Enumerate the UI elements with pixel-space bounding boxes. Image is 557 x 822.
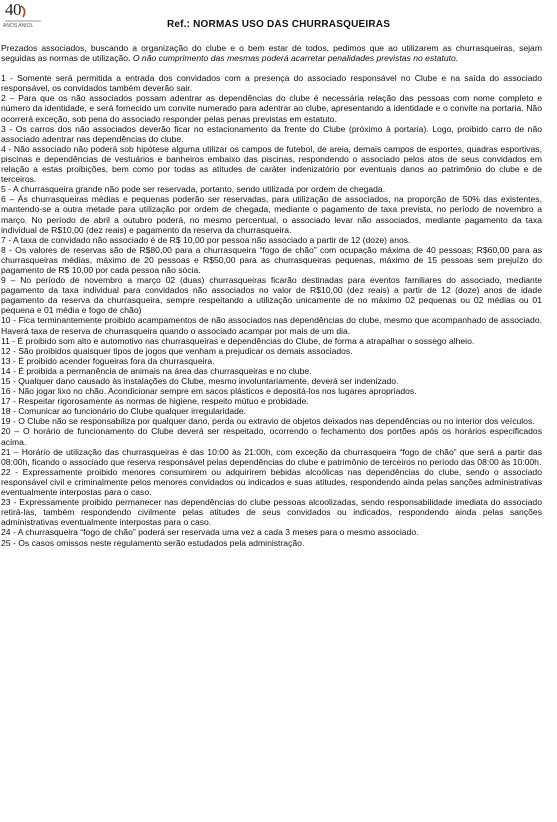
- rule-item: 12 - São proibidos quaisquer tipos de jogos que venham a prejudicar os demais associados.: [1, 345, 353, 356]
- rule-item: 18 - Comunicar ao funcionário do Clube qualquer irregularidade.: [1, 406, 247, 417]
- rule-item: 15 - Qualquer dano causado às instalações do Clube, mesmo involuntariamente, deverá ser indenizado.: [1, 376, 399, 386]
- rule-item: 11 - É proibido som alto e automotivo nas churrasqueiras e dependências do Clube, de forma a atrapalhar o sossego alheio.: [1, 335, 475, 346]
- rule-item: 10 - Fica terminantemente proibido acampamentos de não associados nas dependências do clube, mesmo que acompanhado de associado. Haverá taxa de reserva de churrasqueira quando o associado acampar por mais de um dia.: [1, 315, 542, 336]
- intro-text: Prezados associados, buscando a organização do clube e o bem estar de todos, pedimos que ao utilizarem as churrasqueiras, sejam seguidas as normas de utilização.: [1, 43, 542, 64]
- rule-item: 8 - Os valores de reservas são de R$80,00 para a churrasqueira “fogo de chão” com ocupação máxima de 40 pessoas; R$60,00 para as churrasqueiras médias, máximo de 20 pessoas e R$50,00 para as churrasqueiras pequenas, máximo de 15 pessoas sem prejuízo do pagamento de R$ 10,00 por cada pessoa não sócia.: [1, 244, 542, 275]
- rule-item: 20 – O horário de funcionamento do Clube deverá ser respeitado, ocorrendo o fechamento dos portões após os horários especificados acima.: [1, 426, 542, 447]
- logo-number: 40: [5, 0, 21, 19]
- rule-item: 24 - A churrasqueira “fogo de chão” poderá ser reservada uma vez a cada 3 meses para o mesmo associado.: [1, 527, 419, 538]
- rule-item: 2 – Para que os não associados possam adentrar as dependências do clube é necessária relação das pessoas com nome completo e número da identidade, e será fornecido um convite numerado para adentrar ao clube, apresentando a identidade e o convite na portaria. Não ocorrerá exceção, sob pena do associado responder pelas penas previstas em estatuto.: [1, 93, 542, 124]
- intro-paragraph: [1, 43, 542, 63]
- logo-subtitle: ANOS ANIOL: [3, 23, 34, 29]
- rule-item: 19 - O Clube não se responsabiliza por qualquer dano, perda ou extravio de objetos deixados nas dependências ou no interior dos veículos.: [1, 416, 535, 427]
- rule-item: 6 – Às churrasqueiras médias e pequenas poderão ser reservadas, para utilização de associados, na proporção de 50% das existentes, mantendo-se a outra metade para utilização por ordem de chegada, mediante o pagamento de taxa prevista, no período de novembro a março. No período de abril a outubro poderá, no mesmo percentual, o associado levar não associados, mediante pagamento da taxa individual de R$10,00 (dez reais) e pagamento da reserva da churrasqueira.: [1, 194, 542, 235]
- rule-item: 1 - Somente será permitida a entrada dos convidados com a presença do associado responsável no Clube e na saída do associado responsável, os convidados também deverão sair.: [1, 73, 542, 94]
- intro-warning: O não cumprimento das mesmas poderá acarretar penalidades previstas no estatuto.: [132, 53, 459, 64]
- rule-item: 5 - A churrasqueira grande não pode ser reservada, portanto, sendo utilizada por ordem de chegada.: [1, 184, 386, 195]
- rule-item: 9 – No período de novembro a março 02 (duas) churrasqueiras ficarão destinadas para eventos familiares do associado, mediante pagamento da taxa individual para convidados não associados no valor de R$10,00 (dez reais) a partir de 12 (doze) anos de idade pagamento da reserva da churrasqueira, sempre respeitando a utilização unicamente de no máximo 02 pequenas ou 02 médias ou 01 pequena e 01 média e fogo de chão): [1, 275, 542, 316]
- rule-item: 13 - É proibido acender fogueiras fora da churrasqueira.: [1, 355, 215, 366]
- rule-item: 14 - É proibida a permanência de animais na área das churrasqueiras e no clube.: [1, 365, 312, 376]
- rule-item: 3 - Os carros dos não associados deverão ficar no estacionamento da frente do Clube (próximo à portaria). Logo, proibido carro de não associado adentrar nas dependências do clube.: [1, 123, 542, 144]
- rule-item: 16 - Não jogar lixo no chão. Acondicionar sempre em sacos plásticos e depositá-los nos lugares apropriados.: [1, 386, 417, 397]
- rule-item: 7 - A taxa de convidado não associado é de R$ 10,00 por pessoa não associado a partir de 12 (doze) anos.: [1, 234, 411, 245]
- rule-item: 23 - Expressamente proibido permanecer nas dependências do clube pessoas alcoolizadas, sendo responsabilidade imediata do associado retirá-las, também respondendo civilmente pelas atitudes de seus convidados ou indicados, respondendo ainda pelas sanções administrativas eventualmente interpostas para o caso.: [1, 497, 542, 528]
- rule-item: 22 - Expressamente proibido menores consumirem ou adquirirem bebidas alcoólicas nas dependências do clube, sendo o associado responsável civil e criminalmente pelos menores convidados ou indicados e suas atitudes, respondendo ainda pelas sanções administrativas eventualmente interpostas para o caso.: [1, 466, 542, 498]
- rule-item: 21 – Horário de utilização das churrasqueiras é das 10:00 às 21:00h, com exceção da churrasqueira “fogo de chão” que será a partir das 08:00h, ficando o associado que reserva responsável pelas dependências do clube e patrimônio de terceiros no período das 08:00 às 10:00h.: [1, 446, 542, 467]
- document-body: [1, 43, 542, 548]
- document-title: Ref.: NORMAS USO DAS CHURRASQUEIRAS: [166, 19, 391, 30]
- rule-item: 4 - Não associado não poderá sob hipótese alguma utilizar os campos de futebol, de areia, demais campos de esportes, quadras esportivas, piscinas e dependências de vestuários e banheiros embaixo das piscinas, respondendo o associado pelos atos de seus convidados em relação a estas proibições, bem como por todas as atitudes de caráter indenizatório por eventuais danos ao patrimônio do clube e de terceiros.: [1, 143, 542, 185]
- rule-item: 17 - Respeitar rigorosamente as normas de higiene, respeito mútuo e probidade.: [1, 396, 309, 407]
- rules-list: [1, 73, 542, 547]
- rule-item: 25 - Os casos omissos neste regulamento serão estudados pela administração.: [1, 537, 305, 548]
